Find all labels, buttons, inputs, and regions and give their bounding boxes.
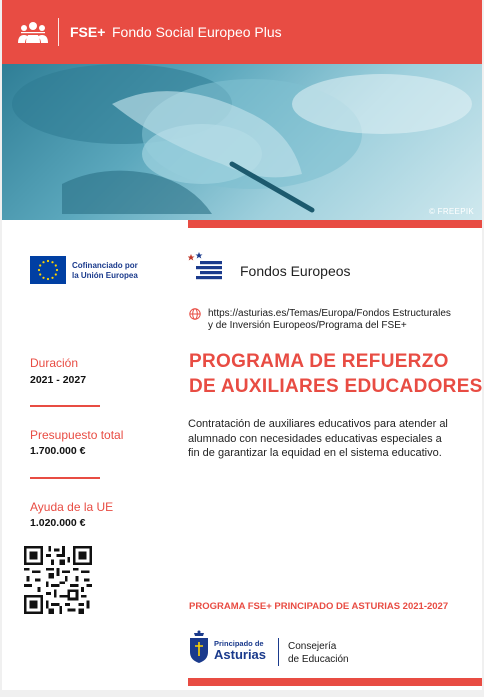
consejeria-line2: de Educación xyxy=(288,654,349,665)
header-bar xyxy=(2,0,482,64)
eu-cofinanced-logo xyxy=(30,256,146,284)
program-description: Contratación de auxiliares educativos para atender al alumnado con necesidades educativas especiales a fin de garantizar la equidad en el sistema educativo. xyxy=(188,418,448,459)
divider xyxy=(30,477,100,479)
program-url-line1[interactable]: https://asturias.es/Temas/Europa/Fondos Estructurales xyxy=(208,308,451,319)
footer-separator xyxy=(278,638,279,666)
eu-aid-label: Ayuda de la UE xyxy=(30,500,114,514)
footer-program-line: PROGRAMA FSE+ PRINCIPADO DE ASTURIAS 2021-2027 xyxy=(189,601,449,612)
eu-logo-line1: Cofinanciado por xyxy=(72,261,138,270)
hero-photo xyxy=(2,64,482,220)
eu-aid-value: 1.020.000 € xyxy=(30,517,86,529)
accent-bar-bottom xyxy=(188,678,482,686)
poster xyxy=(2,0,482,690)
accent-bar-top xyxy=(188,220,482,228)
principado-label-big: Asturias xyxy=(214,647,267,662)
header-separator xyxy=(58,18,59,46)
program-title-line1: PROGRAMA DE REFUERZO xyxy=(189,351,449,372)
fondos-europeos-logo-icon xyxy=(188,252,224,282)
qr-code-icon[interactable] xyxy=(24,546,92,614)
program-title-line2: DE AUXILIARES EDUCADORES xyxy=(189,376,483,397)
program-url-line2[interactable]: y de Inversión Europeos/Programa del FSE+ xyxy=(208,320,407,331)
photo-credit: © FREEPIK xyxy=(428,207,474,216)
eu-logo-line2: la Unión Europea xyxy=(72,271,138,280)
consejeria-line1: Consejería xyxy=(288,641,337,652)
divider xyxy=(30,405,100,407)
fondos-europeos-label: Fondos Europeos xyxy=(240,263,351,279)
budget-value: 1.700.000 € xyxy=(30,445,86,457)
people-group-icon xyxy=(18,19,48,47)
duration-label: Duración xyxy=(30,356,79,370)
eu-flag-icon xyxy=(30,256,66,284)
hand-writing-illustration xyxy=(2,64,482,220)
header-brand-short: FSE+ xyxy=(70,24,106,40)
asturias-coat-of-arms-icon xyxy=(188,630,210,664)
duration-value: 2021 - 2027 xyxy=(30,374,87,386)
principado-label-small: Principado de xyxy=(214,639,264,648)
budget-label: Presupuesto total xyxy=(30,428,124,442)
header-brand-name: Fondo Social Europeo Plus xyxy=(112,24,282,40)
globe-icon xyxy=(189,308,201,320)
